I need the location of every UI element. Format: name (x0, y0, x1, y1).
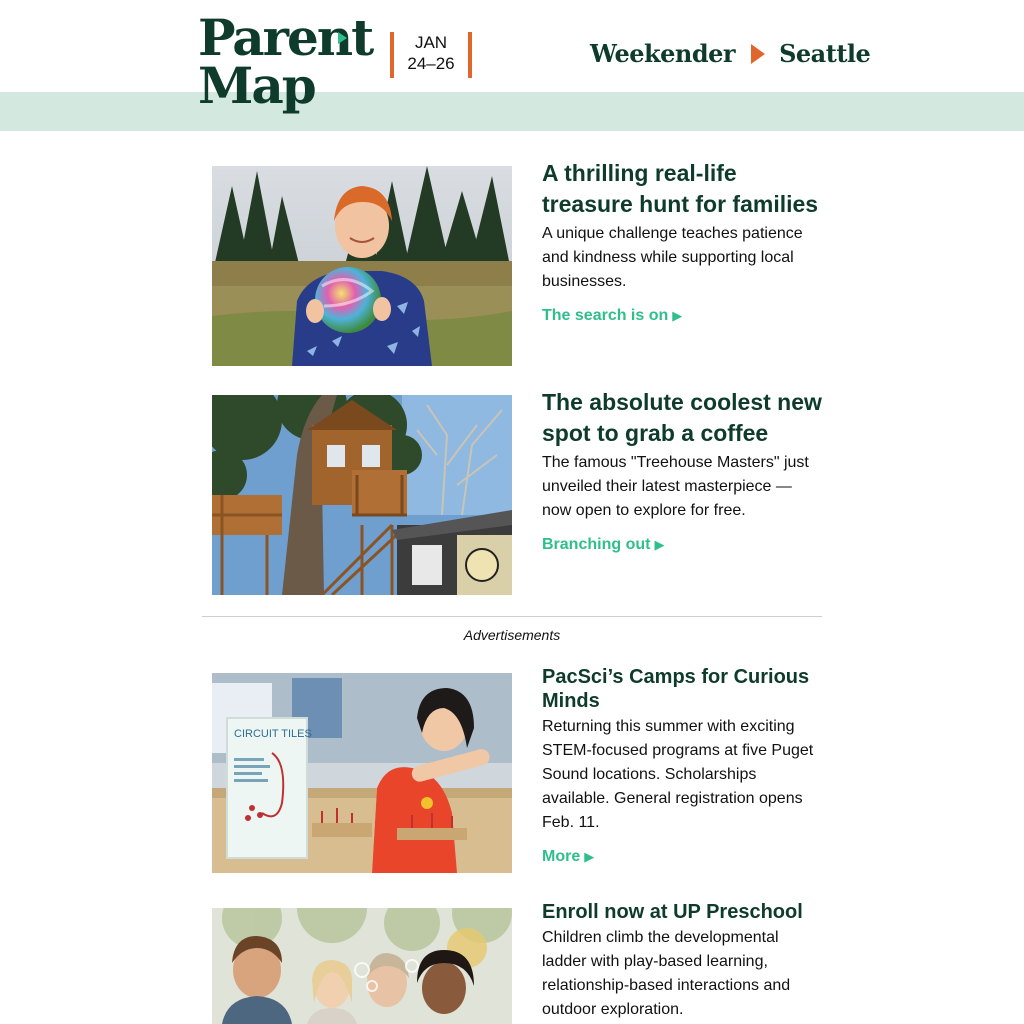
article-image-child-with-ball[interactable] (212, 166, 512, 366)
article-description: The famous "Treehouse Masters" just unveiled their latest masterpiece — now open to explore for free. (542, 454, 809, 519)
treehouse-photo (212, 395, 512, 595)
play-arrow-icon: ▶ (584, 849, 595, 864)
email-header (0, 0, 1024, 92)
ad-image-circuit-tiles[interactable] (212, 673, 512, 873)
ad-text (542, 665, 824, 869)
article-text (542, 158, 824, 328)
issue-date (390, 32, 472, 78)
edition-city: Seattle (779, 39, 871, 68)
logo-play-icon (338, 32, 347, 44)
article-image-treehouse[interactable] (212, 395, 512, 595)
stem-camp-photo (212, 673, 512, 873)
play-arrow-icon: ▶ (654, 537, 665, 552)
ad-more-label: More (542, 848, 581, 865)
read-more-label: The search is on (542, 307, 669, 324)
section-divider (202, 616, 822, 617)
play-arrow-icon: ▶ (672, 308, 683, 323)
header-band (0, 92, 1024, 131)
ad-more-link[interactable] (542, 845, 594, 869)
ad-description: Children climb the developmental ladder with play-based learning, relationship-based interactions and outdoor exploration. (542, 929, 791, 1018)
issue-date-range: 24–26 (407, 54, 455, 73)
edition-name: Weekender (590, 39, 736, 68)
parentmap-logo[interactable] (198, 8, 373, 115)
read-more-link[interactable] (542, 533, 664, 557)
ad-description: Returning this summer with exciting STEM-focused programs at five Puget Sound locations. Scholarships available. General registration opens Feb. 11. (542, 718, 814, 831)
article-description: A unique challenge teaches patience and kindness while supporting local businesses. (542, 225, 803, 290)
article-title[interactable]: A thrilling real-life treasure hunt for families (542, 160, 819, 217)
ad-title[interactable]: Enroll now at UP Preschool (542, 901, 803, 923)
logo-word-map: Map (198, 56, 315, 115)
child-ball-photo (212, 166, 512, 366)
logo-word-parent: Parent (198, 8, 373, 67)
article-text (542, 387, 824, 557)
advertisements-label: Advertisements (463, 627, 561, 643)
article-title[interactable]: The absolute coolest new spot to grab a coffee (542, 389, 822, 446)
play-arrow-icon (751, 44, 765, 64)
read-more-link[interactable] (542, 304, 682, 328)
sign-title: CIRCUIT TILES (234, 728, 312, 740)
ad-image-preschool-children[interactable] (212, 908, 512, 1024)
preschool-photo (212, 908, 512, 1024)
ad-text (542, 900, 824, 1022)
ad-title[interactable]: PacSci’s Camps for Curious Minds (542, 666, 810, 712)
read-more-label: Branching out (542, 536, 651, 553)
edition-title (590, 38, 870, 70)
issue-date-month: JAN (414, 33, 448, 52)
